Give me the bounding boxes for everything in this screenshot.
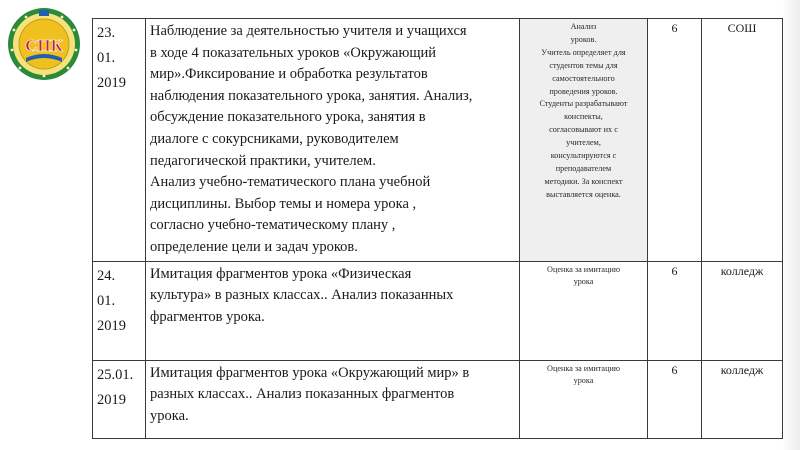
activity-cell-line: в ходе 4 показательных уроков «Окружающий — [150, 44, 437, 61]
date-cell-line: 2019 — [97, 317, 126, 334]
activity-cell-line: наблюдения показательного урока, занятия. Анализ, — [150, 87, 473, 104]
table-row — [93, 261, 783, 360]
activity-cell-line: фрагментов урока. — [150, 308, 265, 325]
activity-cell-line: определение цели и задач уроков. — [150, 238, 358, 255]
activity-cell-line: Анализ учебно-тематического плана учебной — [150, 174, 431, 191]
slide-edge-shade — [782, 0, 800, 450]
hours-cell: 6 — [648, 360, 702, 438]
date-cell-line: 01. — [97, 292, 116, 309]
assessment-cell-line: Учитель определяет для — [541, 47, 626, 57]
assessment-cell-line: преподавателем — [555, 163, 612, 173]
assessment-cell — [520, 19, 648, 262]
date-cell-line: 24. — [97, 267, 116, 284]
activity-cell-line: Наблюдение за деятельностью учителя и учащихся — [150, 23, 467, 39]
activity-cell-line: педагогической практики, учителем. — [150, 152, 376, 169]
assessment-cell-line: Оценка за имитацию — [547, 363, 620, 373]
assessment-cell-line: студентов темы для — [549, 60, 618, 70]
assessment-cell-line: урока — [573, 376, 594, 386]
date-cell-line: 2019 — [97, 75, 126, 91]
assessment-cell-line: Анализ — [570, 22, 597, 31]
date-cell — [93, 19, 146, 262]
activity-cell-line: обсуждение показательного урока, занятия в — [150, 109, 426, 126]
assessment-cell-line: Оценка за имитацию — [547, 264, 620, 274]
activity-cell-line: разных классах.. Анализ показанных фрагментов — [150, 386, 455, 403]
table-row — [93, 360, 783, 438]
assessment-cell-line: самостоятельного — [552, 73, 615, 83]
assessment-cell-line: уроков. — [570, 34, 597, 44]
assessment-cell-line: урока — [573, 277, 594, 287]
assessment-cell-line: методики. За конспект — [544, 176, 623, 186]
hours-cell: 6 — [648, 19, 702, 262]
date-cell-line: 01. — [97, 50, 116, 66]
place-cell: СОШ — [702, 19, 783, 262]
activity-cell-line: Имитация фрагментов урока «Окружающий мир» в — [150, 364, 470, 381]
college-logo-icon — [6, 6, 82, 82]
place-cell: колледж — [702, 261, 783, 360]
assessment-cell-line: консультируются с — [550, 151, 617, 161]
activity-cell-line: мир».Фиксирование и обработка результатов — [150, 66, 428, 83]
activity-cell-line: диалоге с сокурсниками, руководителем — [150, 130, 399, 147]
activity-cell — [146, 19, 520, 262]
practice-schedule-table — [92, 18, 783, 439]
assessment-cell-line: проведения уроков. — [549, 86, 618, 96]
assessment-cell-line: согласовывают их с — [549, 125, 618, 135]
hours-cell: 6 — [648, 261, 702, 360]
activity-cell-line: дисциплины. Выбор темы и номера урока , — [150, 195, 417, 212]
date-cell — [93, 360, 146, 438]
activity-cell — [146, 360, 520, 438]
activity-cell-line: согласно учебно-тематическому плану , — [150, 217, 396, 234]
activity-cell-line: культура» в разных классах.. Анализ показанных — [150, 287, 454, 304]
assessment-cell-line: конспекты, — [564, 112, 603, 122]
assessment-cell — [520, 360, 648, 438]
date-cell-line: 25.01. — [97, 366, 134, 383]
date-cell-line: 23. — [97, 25, 116, 41]
activity-cell-line: урока. — [150, 407, 189, 424]
assessment-cell-line: учителем, — [566, 138, 601, 148]
date-cell — [93, 261, 146, 360]
assessment-cell-line: выставляется оценка. — [546, 189, 621, 199]
table-row — [93, 19, 783, 262]
place-cell: колледж — [702, 360, 783, 438]
activity-cell — [146, 261, 520, 360]
logo-text: СПК — [25, 36, 63, 55]
assessment-cell — [520, 261, 648, 360]
activity-cell-line: Имитация фрагментов урока «Физическая — [150, 265, 412, 282]
assessment-cell-line: Студенты разрабатывают — [539, 99, 628, 109]
date-cell-line: 2019 — [97, 391, 126, 408]
